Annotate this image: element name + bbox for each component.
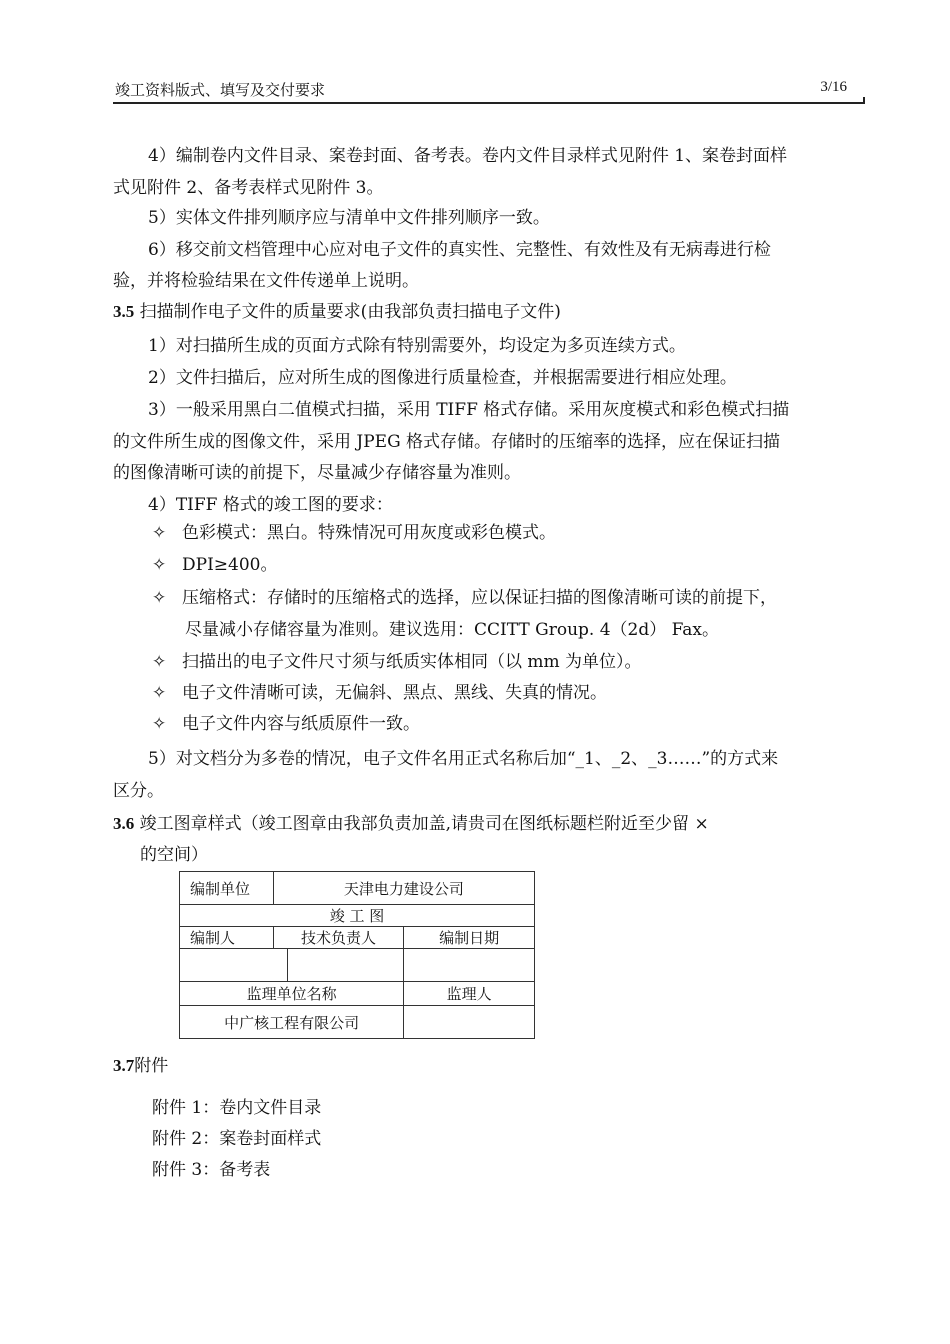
attachment-item: 附件 2：案卷封面样式	[152, 1129, 322, 1149]
stamp-supervisor-cell	[404, 1006, 535, 1039]
paragraph-line: 的图像清晰可读的前提下，尽量减少存储容量为准则。	[113, 463, 521, 483]
list-item	[152, 588, 902, 608]
list-item	[152, 652, 902, 672]
diamond-bullet-icon: ✧	[152, 555, 167, 575]
section-number: 3.6	[113, 814, 135, 833]
stamp-tech-lead-cell	[287, 949, 404, 982]
attachment-item: 附件 1：卷内文件目录	[152, 1098, 322, 1118]
paragraph-line: 4）TIFF 格式的竣工图的要求：	[148, 495, 393, 515]
stamp-preparer-label: 编制人	[180, 927, 274, 949]
section-title: 扫描制作电子文件的质量要求(由我部负责扫描电子文件)	[134, 302, 561, 322]
paragraph-line: 3）一般采用黑白二值模式扫描，采用 TIFF 格式存储。采用灰度模式和彩色模式扫描	[148, 400, 790, 420]
section-heading-3-7	[113, 1056, 863, 1076]
stamp-supervisor-unit-value: 中广核工程有限公司	[180, 1006, 404, 1039]
completion-stamp-table	[179, 871, 535, 1039]
stamp-preparer-cell	[180, 949, 288, 982]
list-item	[152, 555, 902, 575]
stamp-supervisor-label: 监理人	[404, 982, 535, 1006]
paragraph-line: 区分。	[113, 781, 164, 801]
paragraph-line: 验，并将检验结果在文件传递单上说明。	[113, 271, 419, 291]
stamp-date-label: 编制日期	[404, 927, 535, 949]
diamond-bullet-icon: ✧	[152, 652, 167, 672]
list-item	[152, 683, 902, 703]
list-item-text: 电子文件清晰可读，无偏斜、黑点、黑线、失真的情况。	[182, 683, 607, 703]
page-number: 3/16	[820, 79, 847, 95]
section-heading-3-6	[113, 814, 863, 834]
section-number: 3.5	[113, 302, 135, 321]
paragraph-line: 的空间）	[140, 845, 208, 865]
page-header	[113, 76, 865, 104]
list-item	[152, 714, 902, 734]
paragraph-line: 6）移交前文档管理中心应对电子文件的真实性、完整性、有效性及有无病毒进行检	[148, 240, 771, 260]
list-item-text: 色彩模式：黑白。特殊情况可用灰度或彩色模式。	[182, 523, 556, 543]
list-item-text: 电子文件内容与纸质原件一致。	[182, 714, 420, 734]
list-item-text: DPI≥400。	[182, 555, 278, 575]
section-heading-3-5	[113, 302, 863, 322]
stamp-unit-value: 天津电力建设公司	[273, 872, 534, 905]
diamond-bullet-icon: ✧	[152, 683, 167, 703]
stamp-title: 竣 工 图	[180, 905, 535, 927]
paragraph-line: 4）编制卷内文件目录、案卷封面、备考表。卷内文件目录样式见附件 1、案卷封面样	[148, 146, 788, 166]
paragraph-line: 2）文件扫描后，应对所生成的图像进行质量检查，并根据需要进行相应处理。	[148, 368, 737, 388]
paragraph-line: 5）实体文件排列顺序应与清单中文件排列顺序一致。	[148, 208, 550, 228]
diamond-bullet-icon: ✧	[152, 714, 167, 734]
paragraph-line: 5）对文档分为多卷的情况，电子文件名用正式名称后加“_1、_2、_3……”的方式来	[148, 749, 779, 769]
stamp-tech-lead-label: 技术负责人	[273, 927, 404, 949]
paragraph-line: 1）对扫描所生成的页面方式除有特别需要外，均设定为多页连续方式。	[148, 336, 686, 356]
stamp-date-cell	[404, 949, 535, 982]
diamond-bullet-icon: ✧	[152, 588, 167, 608]
list-item-text: 扫描出的电子文件尺寸须与纸质实体相同（以 mm 为单位）。	[182, 652, 642, 672]
stamp-unit-label: 编制单位	[180, 872, 274, 905]
attachment-item: 附件 3：备考表	[152, 1160, 271, 1180]
stamp-supervisor-unit-label: 监理单位名称	[180, 982, 404, 1006]
section-number: 3.7	[113, 1056, 135, 1075]
paragraph-line: 的文件所生成的图像文件，采用 JPEG 格式存储。存储时的压缩率的选择，应在保证扫描	[113, 432, 781, 452]
paragraph-line: 式见附件 2、备考表样式见附件 3。	[113, 178, 384, 198]
list-item-text: 压缩格式：存储时的压缩格式的选择，应以保证扫描的图像清晰可读的前提下，	[182, 588, 777, 608]
list-item	[152, 523, 902, 543]
header-title: 竣工资料版式、填写及交付要求	[115, 81, 326, 99]
section-title: 附件	[134, 1056, 169, 1076]
diamond-bullet-icon: ✧	[152, 523, 167, 543]
header-rule-tick	[863, 97, 865, 102]
section-title: 竣工图章样式（竣工图章由我部负责加盖,请贵司在图纸标题栏附近至少留 ×	[134, 814, 709, 834]
list-item-continuation: 尽量减小存储容量为准则。建议选用：CCITT Group. 4（2d） Fax。	[185, 620, 719, 640]
